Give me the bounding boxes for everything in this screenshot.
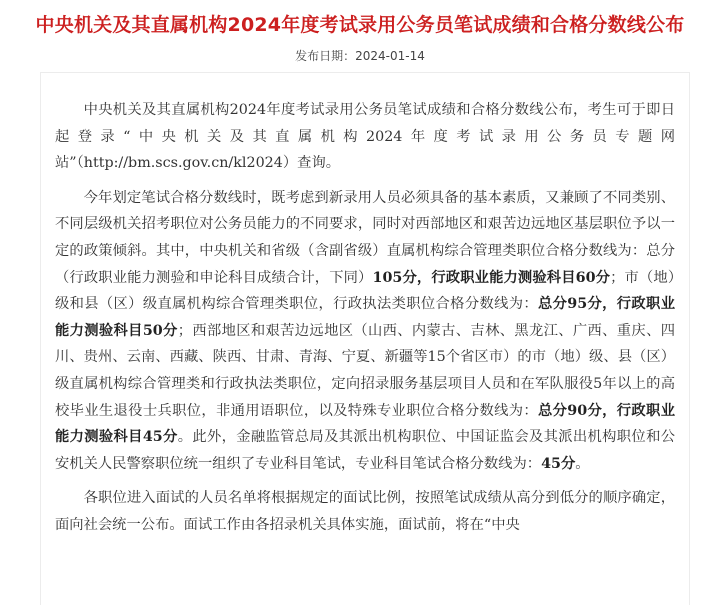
article-body — [55, 97, 675, 539]
paragraph-intro: 中央机关及其直属机构2024年度考试录用公务员笔试成绩和合格分数线公布，考生可于即日起登录“中央机关及其直属机构2024年度考试录用公务员专题网站”（http://bm.scs.gov.cn/kl2024）查询。 — [55, 102, 675, 172]
score-line-western: 总分90分，行政职业能力测验科目45分 — [55, 402, 675, 446]
text-segment: 。 — [575, 455, 590, 472]
publish-date-label: 发布日期： — [295, 49, 356, 63]
score-line-city-county: 总分95分，行政职业能力测验科目50分 — [55, 296, 675, 339]
score-line-professional: 45分 — [541, 455, 576, 472]
paragraph-score-lines — [55, 185, 675, 478]
article-title: 中央机关及其直属机构2024年度考试录用公务员笔试成绩和合格分数线公布 — [35, 14, 685, 36]
text-segment: 。此外，金融监管总局及其派出机构职位、中国证监会及其派出机构职位和公安机关人民警察职位统一组织了专业科目笔试，专业科目笔试合格分数线为： — [55, 429, 675, 472]
publish-date: 2024-01-14 — [355, 49, 425, 63]
text-segment: ；西部地区和艰苦边远地区（山西、内蒙古、吉林、黑龙江、广西、重庆、四川、贵州、云南、西藏、陕西、甘肃、青海、宁夏、新疆等15个省区市）的市（地）级、县（区）级直属机构综合管理类和行政执法类职位，定向招录服务基层项目人员和在军队服役5年以上的高校毕业生退役士兵职位，非通用语职位，以及特殊专业职位合格分数线为： — [55, 322, 675, 419]
paragraph-interview: 各职位进入面试的人员名单将根据规定的面试比例，按照笔试成绩从高分到低分的顺序确定，面向社会统一公布。面试工作由各招录机关具体实施，面试前，将在“中央 — [55, 490, 675, 533]
text-segment: 今年划定笔试合格分数线时，既考虑到新录用人员必须具备的基本素质，又兼顾了不同类别、不同层级机关招考职位对公务员能力的不同要求，同时对西部地区和艰苦边远地区基层职位予以一定的政策倾斜。其中，中央机关和省级（含副省级）直属机构综合管理类职位合格分数线为：总分（行政职业能力测验和申论科目成绩合计，下同） — [55, 189, 675, 286]
text-segment: ；市（地）级和县（区）级直属机构综合管理类职位，行政执法类职位合格分数线为： — [55, 269, 675, 313]
score-line-central: 105分，行政职业能力测验科目60分 — [372, 269, 611, 286]
publish-date-row — [0, 48, 720, 64]
